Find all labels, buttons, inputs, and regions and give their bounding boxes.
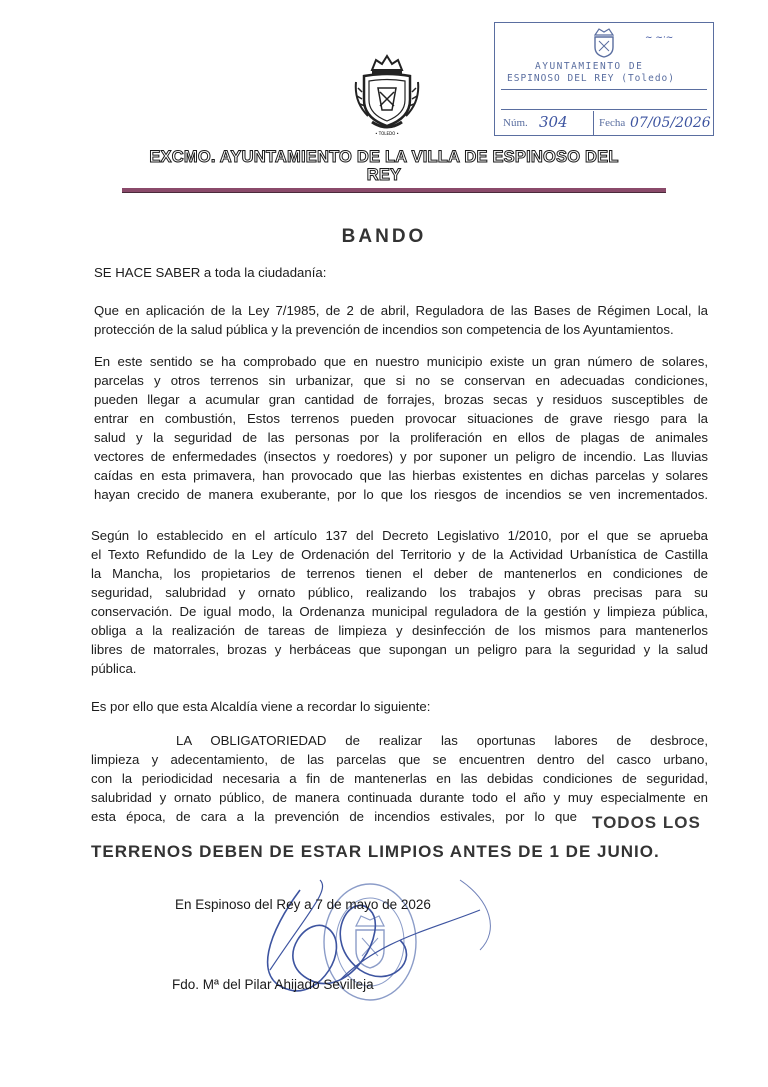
paragraph-5	[91, 731, 708, 826]
paragraph-line: parcelas y otros terrenos sin urbanizar, que si no se conservan en adecuadas condiciones,	[94, 373, 708, 388]
paragraph-line: con la periodicidad necesaria a fin de mantenerlas en las debidas condiciones de seguridad,	[91, 771, 708, 786]
paragraph-line: pública.	[91, 661, 137, 676]
paragraph-line: salubridad y ornato público, de manera continuada durante todo el año y muy especialmente en	[91, 790, 708, 805]
paragraph-line: En este sentido se ha comprobado que en nuestro municipio existe un gran número de solares,	[94, 354, 708, 369]
stamp-number-label: Núm.	[503, 117, 528, 129]
paragraph-4	[91, 697, 651, 716]
registry-stamp	[494, 22, 714, 136]
coat-of-arms-icon	[352, 52, 422, 136]
paragraph-line: la Mancha, los propietarios de terrenos tienen el deber de mantenerlos en condiciones de	[91, 566, 708, 581]
paragraph-line: seguridad, salubridad y ornato público, realizando los trabajos y obras precisas para su	[91, 585, 708, 600]
emphasis-text-2: TERRENOS DEBEN DE ESTAR LIMPIOS ANTES DE 1 DE JUNIO.	[91, 842, 660, 861]
paragraph-1	[94, 301, 708, 339]
paragraph-line: esta época, de cara a la prevención de incendios estivales, por lo que	[91, 809, 577, 824]
paragraph-line: hayan crecido de manera exuberante, por lo que los riesgos de incendios se ven incrementados.	[94, 487, 708, 502]
paragraph-text: Es por ello que esta Alcaldía viene a recordar lo siguiente:	[91, 699, 431, 714]
stamp-line-2: ESPINOSO DEL REY (Toledo)	[507, 73, 675, 84]
page-header	[110, 148, 658, 184]
intro-text: SE HACE SABER a toda la ciudadanía:	[94, 265, 327, 280]
header-divider	[122, 188, 666, 193]
stamp-scribble: ~ ~·~	[645, 33, 674, 43]
paragraph-2	[94, 352, 708, 504]
paragraph-line: caídas en esta primavera, han provocado que las hierbas existentes en dichas parcelas y solares	[94, 468, 708, 483]
paragraph-line: LA OBLIGATORIEDAD de realizar las oportunas labores de desbroce,	[176, 733, 708, 748]
paragraph-3	[91, 526, 708, 678]
header-line-2: REY	[366, 166, 402, 184]
paragraph-line: libres de matorrales, brozas y herbáceas que supongan un peligro para la seguridad y la salud	[91, 642, 708, 657]
paragraph-line: pueden llegar a acumular gran cantidad de forrajes, brozas secas y residuos susceptibles de	[94, 392, 708, 407]
stamp-date-label: Fecha	[599, 117, 626, 129]
stamp-line-1: AYUNTAMIENTO DE	[535, 61, 644, 72]
page-title: BANDO	[341, 226, 427, 247]
paragraph-line: entrar en combustión, Estos terrenos pueden provocar situaciones de grave riesgo para la	[94, 411, 708, 426]
paragraph-line: obliga a la realización de tareas de limpieza y desinfección de los mismos para mantenerlos	[91, 623, 708, 638]
paragraph-line: el Texto Refundido de la Ley de Ordenación del Territorio y de la Actividad Urbanística de Castilla	[91, 547, 708, 562]
signatory-name: Fdo. Mª del Pilar Ahijado Sevilleja	[172, 977, 374, 992]
paragraph-line: Que en aplicación de la Ley 7/1985, de 2 de abril, Reguladora de las Bases de Régimen Local, la	[94, 303, 708, 318]
paragraph-line: protección de la salud pública y la prevención de incendios son competencia de los Ayuntamientos.	[94, 322, 674, 337]
paragraph-line: salud y la seguridad de las personas por la proliferación en ellos de plagas de animales	[94, 430, 708, 445]
stamp-number-value: 304	[539, 113, 568, 131]
place-and-date: En Espinoso del Rey a 7 de mayo de 2026	[175, 897, 431, 912]
paragraph-line: conservación. De igual modo, la Ordenanza municipal reguladora de la gestión y limpieza pública,	[91, 604, 708, 619]
header-line-1: EXCMO. AYUNTAMIENTO DE LA VILLA DE ESPINOSO DEL	[149, 148, 619, 166]
stamp-crest-icon	[587, 27, 621, 59]
intro-paragraph	[94, 263, 654, 282]
svg-text:• TOLEDO •: • TOLEDO •	[375, 131, 399, 136]
paragraph-line: vectores de enfermedades (insectos y roedores) y por suponer un peligro de incendio. Las lluvias	[94, 449, 708, 464]
stamp-date-value: 07/05/2026	[630, 115, 711, 131]
paragraph-line: limpieza y adecentamiento, de las parcelas que se encuentren dentro del casco urbano,	[91, 752, 708, 767]
emphasis-text-1: TODOS LOS	[592, 813, 701, 832]
paragraph-line: Según lo establecido en el artículo 137 del Decreto Legislativo 1/2010, por el que se aprueba	[91, 528, 708, 543]
